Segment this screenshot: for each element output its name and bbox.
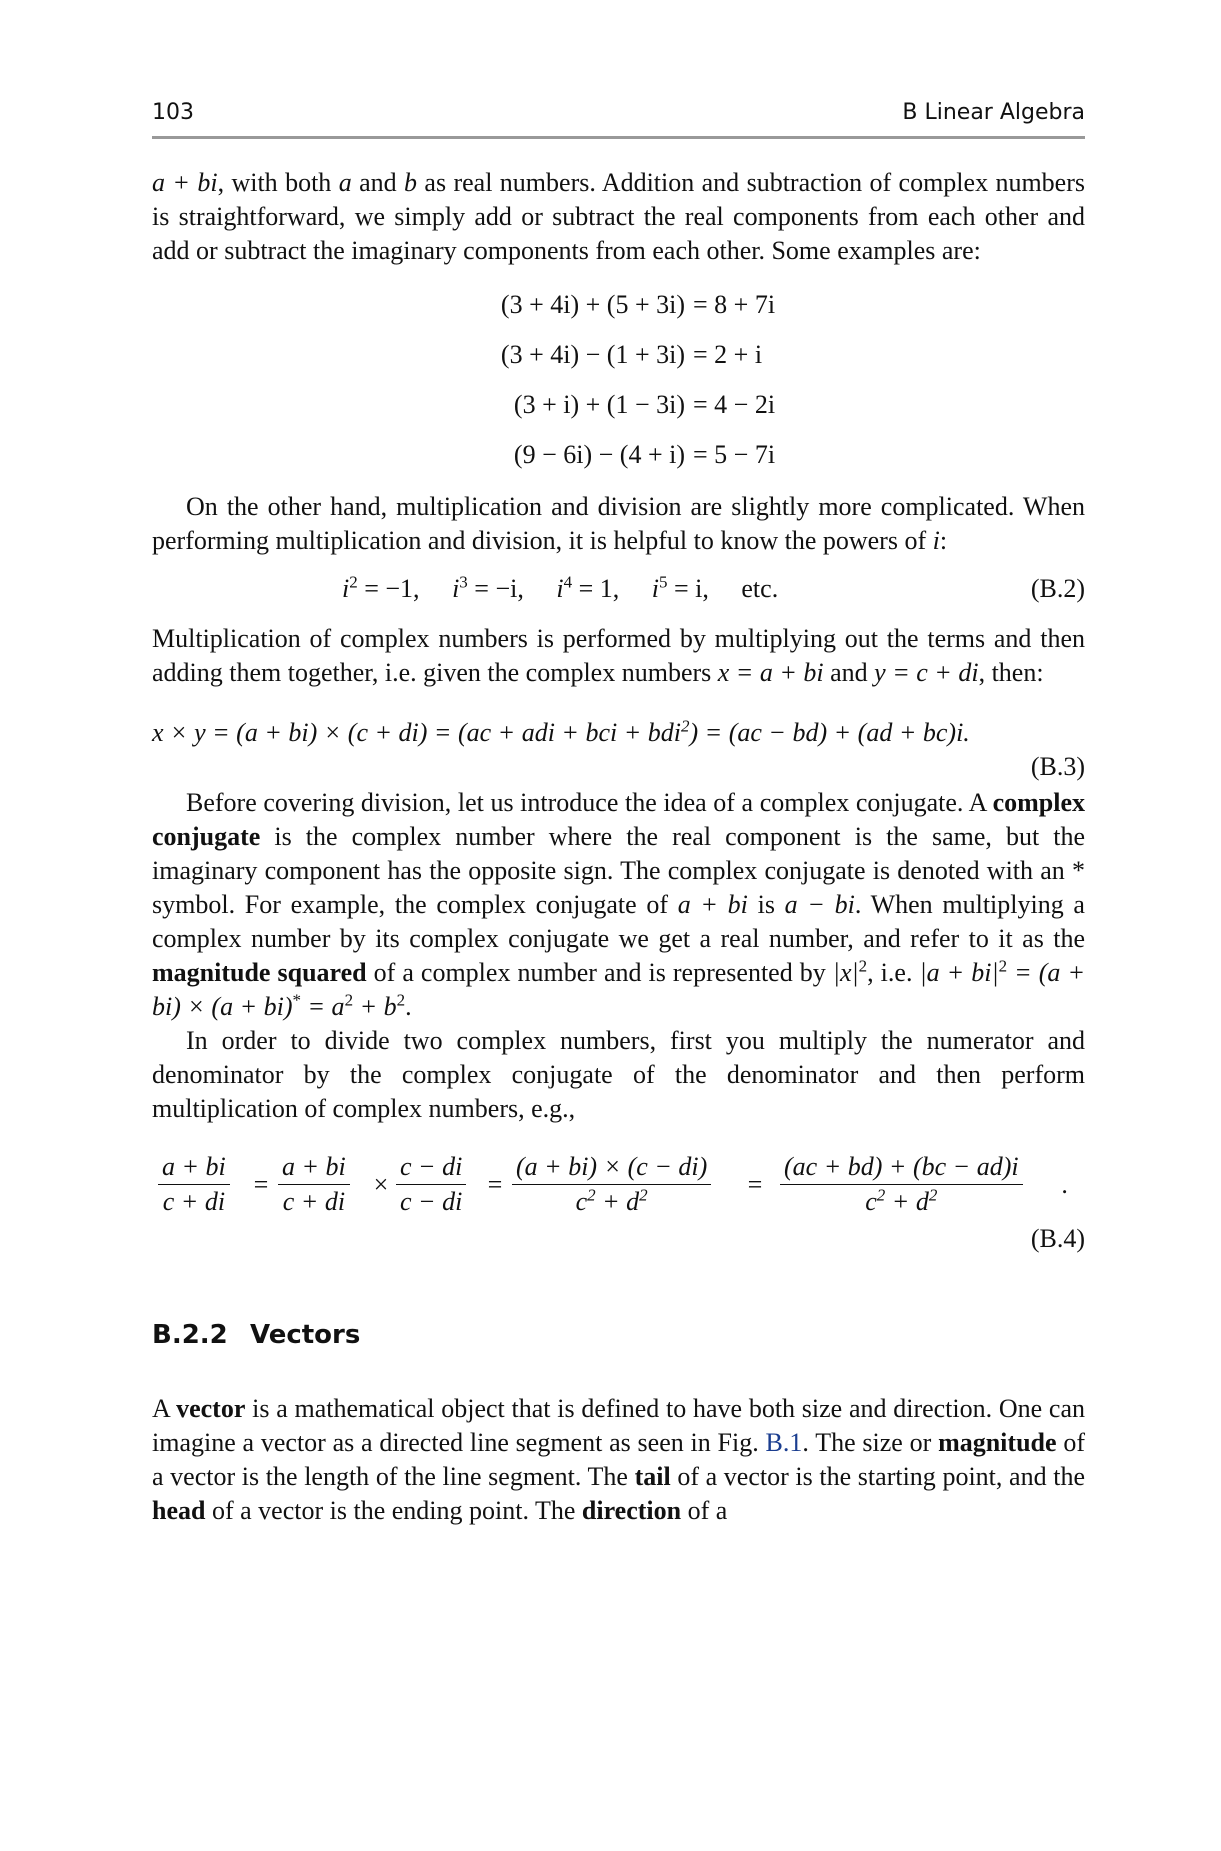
denominator: c − di <box>400 1187 463 1216</box>
math: i <box>556 574 564 603</box>
text: On the other hand, multiplication and division are slightly more complicated. When performing multiplication and division, it is helpful to know the powers of <box>152 492 1085 555</box>
numerator: a + bi <box>158 1150 230 1185</box>
exponent: 2 <box>928 1185 938 1205</box>
exponent: 2 <box>639 1185 648 1205</box>
example-rhs: = 8 + 7i <box>693 290 776 319</box>
figure-link[interactable]: B.1 <box>765 1428 803 1457</box>
math: a − bi <box>784 890 855 919</box>
exponent: 4 <box>563 572 573 592</box>
numerator: (ac + bd) + (bc − ad)i <box>780 1150 1023 1185</box>
paragraph-complex-intro <box>152 166 1085 268</box>
running-title: B Linear Algebra <box>902 100 1085 125</box>
example-row <box>152 438 1085 472</box>
math-x: x = a + bi <box>717 658 824 687</box>
math: + b <box>353 992 397 1021</box>
math: a + bi <box>677 890 748 919</box>
example-row <box>152 288 1085 322</box>
text: is a mathematical object that is defined to have both size and direction. One can imagine a vector as a directed line segment as seen in Fig. <box>152 1394 1086 1457</box>
denominator: c + di <box>162 1187 226 1216</box>
paragraph-vector <box>152 1392 1085 1528</box>
math: = −1, <box>357 574 420 603</box>
numerator: (a + bi) × (c − di) <box>512 1150 711 1185</box>
text: and <box>823 658 875 687</box>
text: is <box>747 890 785 919</box>
equation-b2 <box>152 572 1085 608</box>
paragraph-division <box>152 1024 1085 1126</box>
text: of a complex number and is represented by <box>366 958 833 987</box>
math: |a + bi| <box>919 958 999 987</box>
equation-tag: (B.2) <box>1030 574 1085 603</box>
math: = −i, <box>467 574 524 603</box>
math: = i, <box>667 574 709 603</box>
text: of a <box>681 1496 728 1525</box>
numerator: c − di <box>396 1150 466 1185</box>
paragraph-conjugate <box>152 786 1085 1024</box>
exponent: 3 <box>459 572 468 592</box>
text: Multiplication of complex numbers is performed by multiplying out the terms and then adding them together, i.e. given the complex numbers <box>152 624 1085 687</box>
math-a: a <box>338 168 352 197</box>
math: i <box>452 574 460 603</box>
example-lhs: (3 + 4i) − (1 + 3i) <box>500 340 685 369</box>
section-heading <box>152 1318 1085 1352</box>
text: . When multiplying a complex number by its complex conjugate we get a real number, and refer to it as the <box>152 890 1085 953</box>
exponent: 2 <box>858 956 868 976</box>
math-b: b <box>404 168 418 197</box>
example-row <box>152 338 1085 372</box>
exponent: 2 <box>344 990 354 1010</box>
exponent: 5 <box>659 572 668 592</box>
example-rhs: = 5 − 7i <box>693 440 776 469</box>
math: c <box>865 1187 877 1216</box>
math: c <box>575 1187 588 1216</box>
text: of a vector is the starting point, and the <box>670 1462 1085 1491</box>
math: |x| <box>832 958 859 987</box>
math: = a <box>301 992 345 1021</box>
example-lhs: (3 + 4i) + (5 + 3i) <box>500 290 685 319</box>
denominator <box>512 1185 711 1219</box>
term-magnitude: magnitude <box>938 1428 1057 1457</box>
term-head: head <box>152 1496 206 1525</box>
text: of a vector is the length of the line segment. The <box>152 1428 1085 1491</box>
term-complex-conjugate: complex conjugate <box>152 788 1085 851</box>
text: . <box>405 992 412 1021</box>
math: x × y = (a + bi) × (c + di) = (ac + adi + bci + bdi <box>152 718 682 747</box>
equation-b4 <box>152 1150 1085 1260</box>
addition-examples <box>152 288 1085 472</box>
section-number: B.2.2 <box>152 1320 228 1350</box>
text: : <box>939 526 948 555</box>
example-lhs: (3 + i) + (1 − 3i) <box>513 390 685 419</box>
term-magnitude-squared: magnitude squared <box>152 958 367 987</box>
equation-b3-body <box>152 716 970 750</box>
text: is the complex number where the real component is the same, but the imaginary component has the opposite sign. The complex conjugate is denoted with an * symbol. For example, the complex conjugate of <box>152 822 1085 919</box>
running-header <box>152 96 1085 139</box>
operator: = <box>486 1170 504 1199</box>
text: . The size or <box>802 1428 939 1457</box>
text: of a vector is the ending point. The <box>205 1496 582 1525</box>
text: , i.e. <box>867 958 920 987</box>
text: , then: <box>978 658 1044 687</box>
math: + d <box>595 1187 640 1216</box>
text: as real numbers. Addition and subtraction of complex numbers is straightforward, we simply add or subtract the real components from each other and add or subtract the imaginary components from each other. Some examples are: <box>152 168 1085 265</box>
term-direction: direction <box>581 1496 682 1525</box>
exponent: 2 <box>349 572 358 592</box>
math-i: i <box>932 526 940 555</box>
operator: = <box>746 1170 764 1199</box>
math-a-plus-bi: a + bi <box>152 168 218 197</box>
math: i <box>342 574 350 603</box>
exponent: * <box>292 990 302 1010</box>
operator: . <box>1062 1170 1069 1199</box>
denominator <box>780 1185 1023 1219</box>
page-body <box>152 166 1085 1528</box>
text: In order to divide two complex numbers, first you multiply the numerator and denominator by the complex conjugate of the denominator and then perform multiplication of complex numbers, e.g., <box>152 1026 1085 1123</box>
fraction <box>396 1150 466 1219</box>
equation-b3 <box>152 716 1085 786</box>
math: + d <box>885 1187 929 1216</box>
exponent: 2 <box>876 1185 886 1205</box>
operator: = <box>252 1170 270 1199</box>
text: and <box>351 168 405 197</box>
math: = 1, <box>572 574 620 603</box>
page-number: 103 <box>152 100 194 125</box>
fraction <box>158 1150 230 1219</box>
equation-tag: (B.4) <box>1030 1224 1085 1253</box>
example-row <box>152 388 1085 422</box>
example-rhs: = 4 − 2i <box>693 390 776 419</box>
exponent: 2 <box>587 1185 596 1205</box>
math: i <box>651 574 659 603</box>
paragraph-powers-intro <box>152 490 1085 558</box>
exponent: 2 <box>396 990 406 1010</box>
math: = (a + bi) × (a + bi) <box>152 958 1085 1021</box>
example-rhs: = 2 + i <box>693 340 763 369</box>
text: Before covering division, let us introduce the idea of a complex conjugate. A <box>186 788 993 817</box>
equation-tag: (B.3) <box>1030 752 1085 781</box>
section-title: Vectors <box>250 1320 361 1350</box>
term-vector: vector <box>176 1394 246 1423</box>
numerator: a + bi <box>278 1150 350 1185</box>
example-lhs: (9 − 6i) − (4 + i) <box>513 440 685 469</box>
exponent: 2 <box>998 956 1008 976</box>
exponent: 2 <box>681 716 690 736</box>
math: ) = (ac − bd) + (ad + bc)i. <box>689 718 970 747</box>
operator: × <box>372 1170 390 1199</box>
text: etc. <box>741 574 779 603</box>
term-tail: tail <box>634 1462 671 1491</box>
equation-b2-body <box>342 572 778 606</box>
math-y: y = c + di <box>874 658 979 687</box>
fraction <box>278 1150 350 1219</box>
text: , with both <box>217 168 339 197</box>
fraction <box>780 1150 1023 1219</box>
paragraph-multiplication <box>152 622 1085 690</box>
denominator: c + di <box>282 1187 346 1216</box>
text: A <box>152 1394 177 1423</box>
fraction <box>512 1150 711 1219</box>
